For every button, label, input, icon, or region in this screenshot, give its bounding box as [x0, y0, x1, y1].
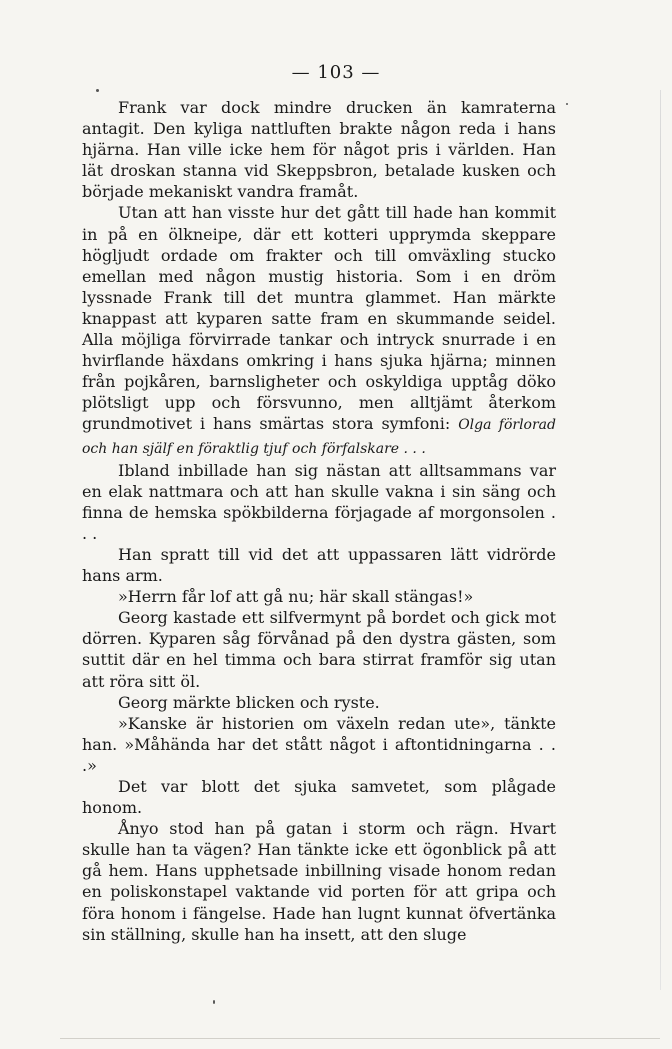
paragraph-9: Det var blott det sjuka samvetet, som plågade honom. — [82, 777, 556, 818]
paragraph-4: Han spratt till vid det att uppassaren lätt vidrörde hans arm. — [82, 544, 556, 586]
body-text — [82, 97, 556, 945]
paragraph-8: »Kanske är historien om växeln redan ute», tänkte han. »Måhända har det stått något i aftontidningarna . . .» — [82, 713, 556, 775]
paragraph-2-text: Utan att han visste hur det gått till hade han kommit in på en ölkneipe, där ett kotteri upprymda skeppare högljudt ordade om frakter och till omväxling stucko emellan med någon mustig historia. Som i en dröm lyssnade Frank till det muntra glammet. Han märkte knappast att kyparen satte fram en skummande seidel. Alla möjliga förvirrade tankar och intryck snurrade i en hvirflande häxdans omkring i hans sjuka hjärna; minnen från pojkåren, barnsligheter och oskyldiga upptåg döko plötsligt upp och försvunno, men alltjämt återkom grundmotivet i hans smärtas stora symfoni: — [82, 203, 556, 434]
paragraph-2-italic: Olga förlorad och han själf en föraktlig tjuf och förfalskare . . . — [82, 417, 556, 457]
paragraph-1: Frank var dock mindre drucken än kamraterna antagit. Den kyliga nattluften brakte någon reda i hans hjärna. Han ville icke hem för något pris i världen. Han lät droskan stanna vid Skeppsbron, betalade kusken och började mekaniskt vandra framåt. — [82, 98, 556, 202]
paragraph-10: Ånyo stod han på gatan i storm och rägn. Hvart skulle han ta vägen? Han tänkte icke ett ögonblick på att gå hem. Hans upphetsade inbillning visade honom redan en poliskonstapel vaktande vid porten för att gripa och föra honom i fängelse. Hade han lugnt kunnat öfvertänka sin ställning, skulle han ha insett, att den sluge — [82, 819, 556, 944]
ink-speck — [566, 103, 568, 105]
paragraph-3: Ibland inbillade han sig nästan att alltsammans var en elak nattmara och att han skulle vakna i sin säng och finna de hemska spökbilderna förjagade af morgonsolen . . . — [82, 460, 556, 543]
page-edge-shadow — [660, 90, 661, 990]
page-number: — 103 — — [291, 62, 381, 83]
paragraph-6: Georg kastade ett silfvermynt på bordet och gick mot dörren. Kyparen såg förvånad på den dystra gästen, som suttit där en hel timma och bara stirrat framför sig utan att röra sitt öl. — [82, 608, 556, 691]
paragraph-5: »Herrn får lof att gå nu; här skall stängas!» — [118, 587, 474, 607]
ink-speck — [96, 89, 99, 92]
page-bottom-edge — [60, 1038, 660, 1039]
paragraph-7: Georg märkte blicken och ryste. — [118, 692, 380, 712]
ink-speck — [213, 1000, 215, 1004]
paragraph-2 — [82, 202, 556, 459]
